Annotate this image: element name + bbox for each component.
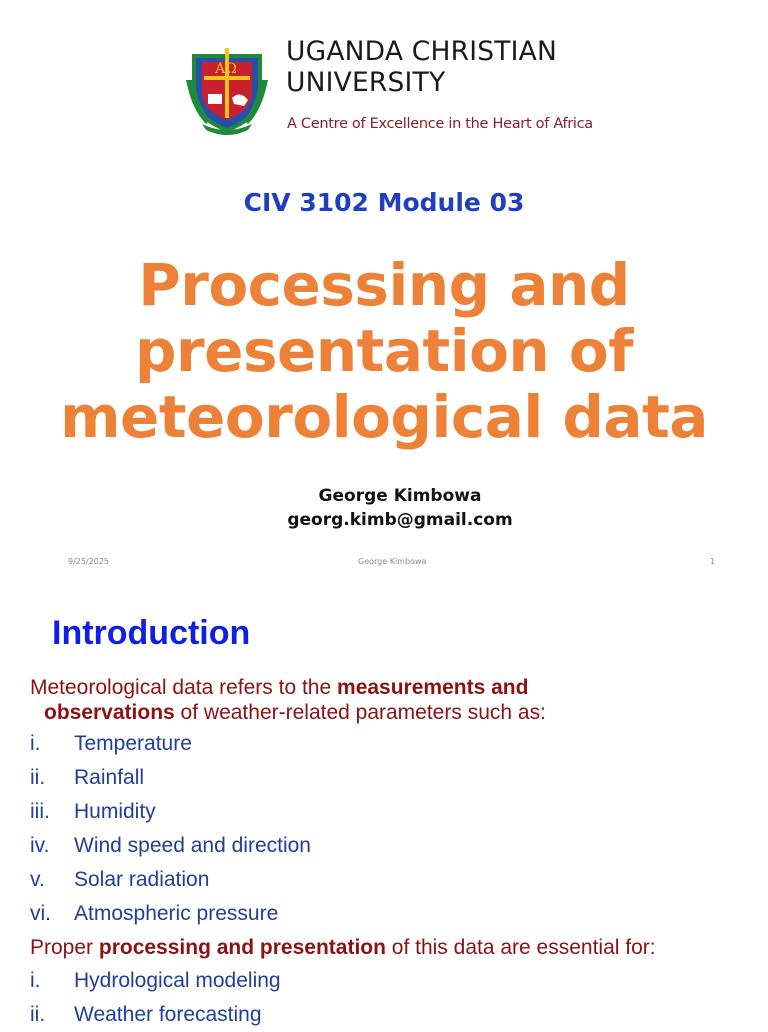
list-number: iii. [30,800,50,823]
module-code: CIV 3102 Module 03 [243,188,525,217]
footer-date: 9/25/2025 [68,557,110,566]
purpose-text-bold: processing and presentation [98,936,386,959]
title-line1: Processing and [138,251,630,319]
author-block [0,484,768,532]
footer-author: George Kimbowa [358,557,427,566]
introduction-heading: Introduction [52,614,251,652]
university-name [286,36,557,98]
list-text: Humidity [74,800,156,823]
title-line2: presentation of [135,317,633,385]
crest-letters: AΩ [215,61,237,77]
list-text: Hydrological modeling [74,969,281,992]
intro-text-bold: measurements and [337,676,529,699]
crest-lettering [196,58,256,78]
list-number: ii. [30,766,46,789]
author-name: George Kimbowa [318,486,482,506]
author-email: georg.kimb@gmail.com [287,510,513,530]
list-text: Wind speed and direction [74,834,311,857]
university-name-line1: UGANDA CHRISTIAN [286,36,558,67]
list-number: ii. [30,1003,46,1026]
list-number: iv. [30,834,50,857]
list-text: Weather forecasting [74,1003,262,1026]
list-text: Solar radiation [74,868,210,891]
list-number: vi. [30,902,51,925]
university-tagline: A Centre of Excellence in the Heart of Africa [287,116,593,132]
list-text: Rainfall [74,766,145,789]
list-text: Temperature [74,732,192,755]
introduction-slide [0,580,768,1024]
intro-text-before: Meteorological data refers to the [30,676,338,699]
intro-paragraph-line2 [30,700,546,725]
intro-text-after: of weather-related parameters such as: [174,701,546,724]
list-number: i. [30,732,41,755]
purpose-text-after: of this data are essential for: [385,936,656,959]
list-number: v. [30,868,45,891]
university-crest-icon [186,40,268,136]
footer-page-number: 1 [710,557,716,566]
list-text: Atmospheric pressure [74,902,279,925]
purpose-paragraph [30,935,656,960]
intro-paragraph-line1 [30,675,546,700]
intro-paragraph [30,675,546,725]
intro-text-bold2: observations [44,701,175,724]
purpose-text-before: Proper [30,936,99,959]
title-line3: meteorological data [60,383,708,451]
slide-title [0,252,768,450]
university-name-line2: UNIVERSITY [286,67,446,98]
list-number: i. [30,969,41,992]
